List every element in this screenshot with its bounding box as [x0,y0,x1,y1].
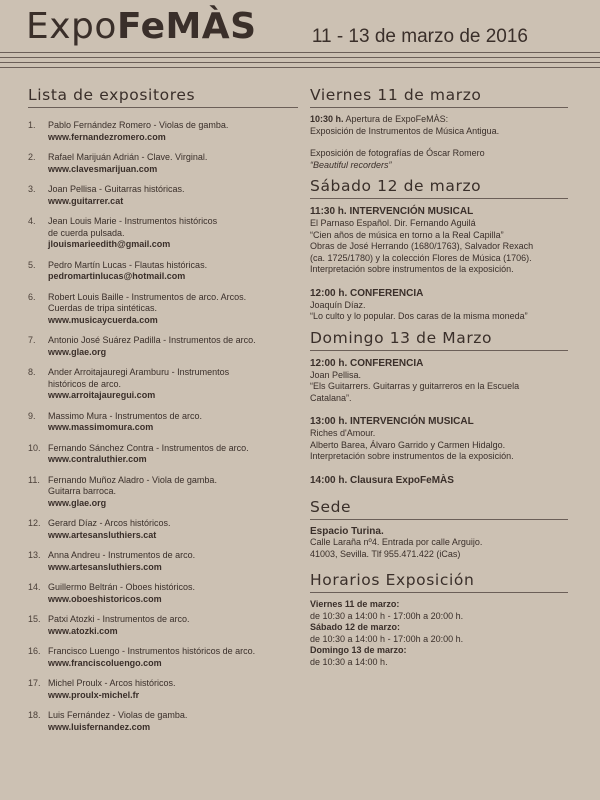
exhibitor-item [28,260,298,283]
exhibitor-description: Guillermo Beltrán - Oboes históricos. [48,582,196,592]
exhibitor-website-link[interactable]: www.artesansluthiers.com [48,561,162,572]
exhibitor-text [48,518,298,541]
exhibitor-item [28,367,298,402]
program-column [310,86,568,668]
exhibitor-list-title: Lista de expositores [28,86,298,108]
exhibitor-description: Cuerdas de tripa sintéticas. [48,303,158,313]
hours-day1: Viernes 11 de marzo: [310,599,400,609]
sunday-closing: 14:00 h. Clausura ExpoFeMÀS [310,474,454,486]
saturday-title: Sábado 12 de marzo [310,177,568,199]
friday-exhibition: Exposición de Instrumentos de Música Antigua. [310,125,500,136]
exhibitor-description: Massimo Mura - Instrumentos de arco. [48,410,203,421]
header-rule-2 [0,57,600,58]
exhibitor-description: Michel Proulx - Arcos históricos. [48,678,176,688]
friday-photos: Exposición de fotografías de Óscar Romero [310,148,485,158]
saturday-event1-line: (ca. 1725/1780) y la colección Flores de Música (1706). [310,252,532,263]
expofemas-logo [26,6,257,47]
exhibitor-number: 2. [28,152,36,162]
exhibitor-description: Patxi Atozki - Instrumentos de arco. [48,614,190,624]
exhibitor-website-link[interactable]: www.luisfernandez.com [48,721,151,732]
exhibitor-website-link[interactable]: www.glae.org [48,346,107,357]
exhibitor-website-link[interactable]: www.proulx-michel.fr [48,689,140,700]
exhibitor-text [48,367,298,402]
exhibitor-text [48,411,298,434]
exhibitor-number: 17. [28,678,41,688]
sunday-event1-line: Catalana”. [310,392,352,403]
exhibitor-description: Robert Louis Baille - Instrumentos de arco. Arcos. [48,291,247,302]
exhibitor-description: Fernando Sánchez Contra - Instrumentos de arco. [48,442,249,453]
friday-opening [310,114,568,126]
exhibitor-description: Rafael Marijuán Adrián - Clave. Virginal. [48,152,208,162]
header-rule-3 [0,62,600,63]
venue-city-phone: 41003, Sevilla. Tlf 955.471.422 (iCas) [310,548,461,559]
exhibitor-text [48,152,298,175]
exhibitor-website-link[interactable]: www.franciscoluengo.com [48,657,162,668]
sunday-event2-line: Alberto Barea, Álvaro Garrido y Carmen Hidalgo. [310,439,506,450]
exhibitor-description: Joan Pellisa - Guitarras históricas. [48,184,185,194]
sunday-event2-line: Interpretación sobre instrumentos de la exposición. [310,451,514,461]
exhibitor-item [28,443,298,466]
exhibitor-website-link[interactable]: www.musicaycuerda.com [48,314,158,325]
logo-part1: Expo [26,6,117,47]
sunday-event2-line: Riches d'Amour. [310,428,376,438]
exhibitor-number: 14. [28,582,41,592]
hours-day3: Domingo 13 de marzo: [310,645,407,655]
exhibitor-description: Anna Andreu - Instrumentos de arco. [48,550,196,560]
venue-title: Sede [310,498,568,520]
venue-name: Espacio Turina. [310,525,384,537]
exhibitor-number: 18. [28,710,41,720]
exhibitor-description: históricos de arco. [48,378,122,389]
exhibitor-item [28,120,298,143]
exhibitor-text [48,582,298,605]
exhibitor-item [28,475,298,510]
exhibitor-description: Antonio José Suárez Padilla - Instrumentos de arco. [48,335,256,345]
sunday-event1-line: Joan Pellisa. [310,369,362,380]
exhibitor-number: 9. [28,410,36,421]
exhibitor-text [48,550,298,573]
exhibitor-items [28,120,298,733]
saturday-event1-head: 11:30 h. INTERVENCIÓN MUSICAL [310,206,474,217]
header-rule-1 [0,52,600,53]
exhibitor-text [48,335,298,358]
exhibitor-number: 16. [28,646,41,656]
exhibitor-website-link[interactable]: www.glae.org [48,497,107,508]
exhibitor-website-link[interactable]: www.massimomura.com [48,422,154,432]
exhibitor-description: Pablo Fernández Romero - Violas de gamba. [48,120,229,130]
exhibitor-text [48,184,298,207]
exhibitor-description: Luis Fernández - Violas de gamba. [48,710,188,720]
exhibitor-text [48,475,298,510]
exhibitor-number: 1. [28,120,36,130]
exhibitor-description: Guitarra barroca. [48,486,117,496]
sunday-title: Domingo 13 de Marzo [310,329,568,351]
exhibitor-description: Pedro Martín Lucas - Flautas históricas. [48,259,208,270]
exhibitor-item [28,582,298,605]
exhibitor-website-link[interactable]: www.fernandezromero.com [48,131,166,142]
exhibitor-number: 15. [28,614,41,624]
exhibitor-number: 10. [28,442,41,453]
friday-title: Viernes 11 de marzo [310,86,568,108]
header-rule-4 [0,67,600,68]
saturday-event1-line: “Cien años de música en torno a la Real Capilla” [310,229,504,240]
logo-part2: FeMÀS [116,6,257,47]
exhibitor-text [48,260,298,283]
saturday-event2-head: 12:00 h. CONFERENCIA [310,287,424,299]
saturday-event2-line: “Lo culto y lo popular. Dos caras de la misma moneda” [310,311,528,321]
venue-address: Calle Laraña nº4. Entrada por calle Arguijo. [310,537,483,547]
exhibitor-list [28,86,298,742]
friday-time: 10:30 h. [310,114,344,124]
exhibitor-item [28,710,298,733]
exhibitor-website-link[interactable]: www.artesansluthiers.cat [48,529,157,540]
hours-day1-times: de 10:30 a 14:00 h - 17:00h a 20:00 h. [310,610,464,621]
exhibitor-number: 11. [28,474,40,485]
exhibitor-description: Gerard Díaz - Arcos históricos. [48,518,171,528]
hours-day2-times: de 10:30 a 14:00 h - 17:00h a 20:00 h. [310,633,464,644]
exhibitor-text [48,120,298,143]
exhibitor-website-link[interactable]: www.contraluthier.com [48,454,147,464]
exhibitor-item [28,216,298,251]
saturday-event2-line: Joaquín Díaz. [310,299,366,310]
exhibitor-website-link[interactable]: www.guitarrer.cat [48,195,124,206]
hours-day3-times: de 10:30 a 14:00 h. [310,656,388,667]
exhibitor-text [48,292,298,327]
exhibitor-website-link[interactable]: www.atozki.com [48,625,118,636]
exhibitor-number: 8. [28,367,36,377]
exhibitor-website-link[interactable]: www.oboeshistoricos.com [48,593,162,604]
exhibitor-website-link[interactable]: www.clavesmarijuan.com [48,163,158,174]
exhibitor-text [48,216,298,251]
saturday-event1-line: Interpretación sobre instrumentos de la exposición. [310,264,514,274]
saturday-event1-line: El Parnaso Español. Dir. Fernando Aguilá [310,218,476,228]
exhibitor-text [48,646,298,669]
exhibitor-text [48,614,298,637]
exhibitor-website-link[interactable]: jlouismarieedith@gmail.com [48,239,171,249]
exhibitor-number: 6. [28,291,36,302]
exhibitor-number: 4. [28,216,36,226]
exhibitor-website-link[interactable]: pedromartinlucas@hotmail.com [48,271,186,281]
exhibitor-description: de cuerda pulsada. [48,227,125,238]
exhibitor-text [48,678,298,701]
exhibitor-text [48,710,298,733]
exhibitor-item [28,184,298,207]
exhibitor-item [28,152,298,175]
exhibitor-item [28,614,298,637]
exhibitor-number: 3. [28,184,36,194]
saturday-event1-line: Obras de José Herrando (1680/1763), Salvador Rexach [310,241,534,251]
exhibitor-item [28,550,298,573]
sunday-event2-head: 13:00 h. INTERVENCIÓN MUSICAL [310,416,474,427]
exhibitor-item [28,411,298,434]
exhibitor-item [28,678,298,701]
exhibitor-item [28,335,298,358]
exhibitor-description: Fernando Muñoz Aladro - Viola de gamba. [48,474,217,485]
exhibitor-description: Francisco Luengo - Instrumentos históricos de arco. [48,646,256,656]
exhibitor-description: Jean Louis Marie - Instrumentos históricos [48,216,218,226]
sunday-event1-line: “Els Guitarrers. Guitarras y guitarreros en la Escuela [310,381,520,391]
exhibitor-text [48,443,298,466]
exhibitor-description: Ander Arroitajauregi Aramburu - Instrumentos [48,367,230,377]
sunday-event1-head: 12:00 h. CONFERENCIA [310,357,424,369]
exhibitor-number: 5. [28,259,36,270]
exhibitor-number: 7. [28,335,36,345]
hours-day2: Sábado 12 de marzo: [310,622,401,632]
exhibitor-number: 13. [28,550,41,560]
exhibitor-item [28,292,298,327]
exhibitor-number: 12. [28,518,41,528]
exhibitor-item [28,518,298,541]
friday-opening-text: Apertura de ExpoFeMÀS: [343,114,449,124]
exhibitor-website-link[interactable]: www.arroitajauregui.com [48,390,156,400]
friday-photos-title: “Beautiful recorders” [310,159,392,170]
hours-title: Horarios Exposición [310,571,568,593]
event-dates: 11 - 13 de marzo de 2016 [311,26,528,47]
exhibitor-item [28,646,298,669]
